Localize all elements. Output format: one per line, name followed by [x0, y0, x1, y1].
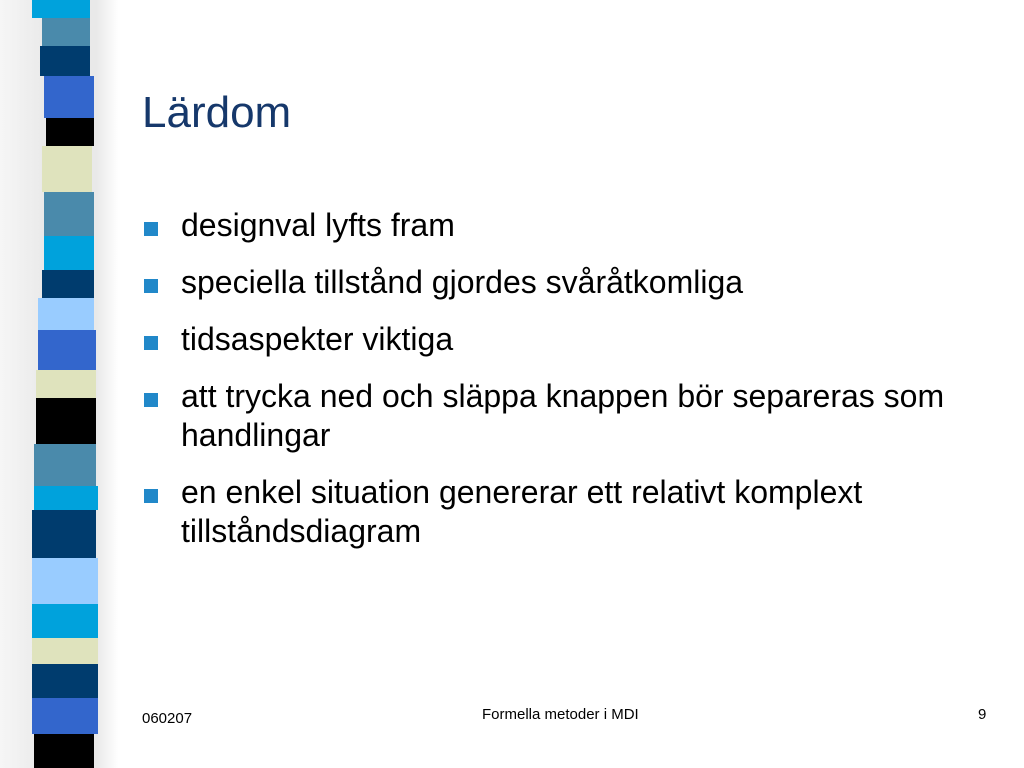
bullet-item — [142, 473, 1002, 551]
decorative-color-strip — [0, 0, 118, 768]
bullet-text: designval lyfts fram — [181, 207, 455, 243]
bullet-item — [142, 320, 1002, 359]
footer-title: Formella metoder i MDI — [482, 706, 639, 723]
square-bullet-icon — [144, 222, 158, 236]
footer-date: 060207 — [142, 710, 193, 727]
bullet-item — [142, 263, 1002, 302]
bullet-text: en enkel situation genererar ett relativt komplext tillståndsdiagram — [181, 474, 863, 549]
bullet-item — [142, 377, 1002, 455]
bullet-text: att trycka ned och släppa knappen bör separeras som handlingar — [181, 378, 945, 453]
page-number: 9 — [978, 706, 987, 723]
bullet-item — [142, 206, 1002, 245]
square-bullet-icon — [144, 336, 158, 350]
square-bullet-icon — [144, 279, 158, 293]
square-bullet-icon — [144, 489, 158, 503]
bullet-text: tidsaspekter viktiga — [181, 321, 454, 357]
bullet-text: speciella tillstånd gjordes svåråtkomliga — [181, 264, 744, 300]
square-bullet-icon — [144, 393, 158, 407]
slide-title: Lärdom — [142, 88, 292, 137]
bullet-list — [142, 206, 1002, 569]
